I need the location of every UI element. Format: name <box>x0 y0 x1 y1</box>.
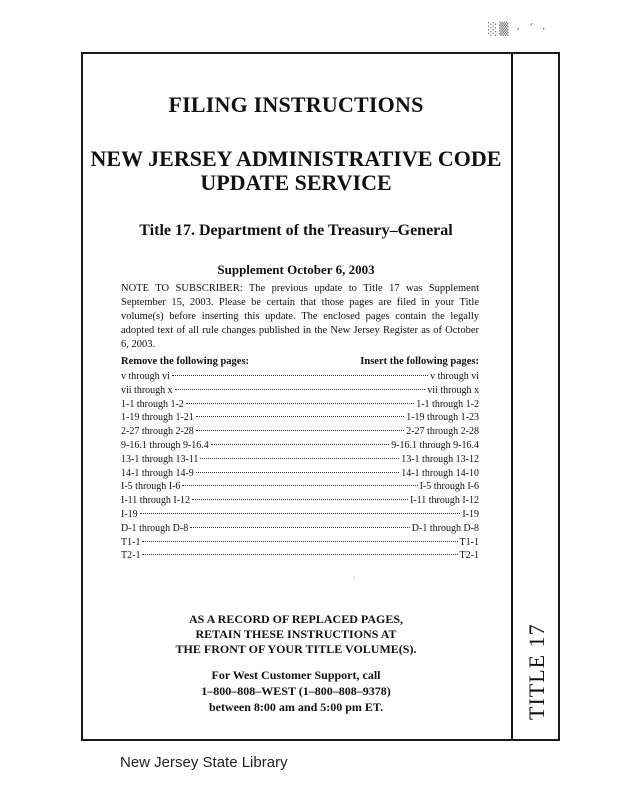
support-hours: between 8:00 am and 5:00 pm ET. <box>208 700 384 714</box>
remove-pages: 9-16.1 through 9-16.4 <box>121 439 209 451</box>
stray-mark: · <box>353 574 356 583</box>
remove-pages: D-1 through D-8 <box>121 522 189 534</box>
list-item <box>121 549 479 563</box>
leader-dots <box>196 472 399 473</box>
leader-dots <box>190 527 410 528</box>
list-item <box>121 536 479 550</box>
remove-pages: 13-1 through 13-11 <box>121 453 199 465</box>
remove-pages: I-11 through I-12 <box>121 495 191 507</box>
remove-header: Remove the following pages: <box>121 356 250 367</box>
record-notice-line: AS A RECORD OF REPLACED PAGES, <box>188 612 404 626</box>
remove-pages: 14-1 through 14-9 <box>121 467 194 479</box>
remove-pages: v through vi <box>121 371 170 382</box>
remove-pages: I-19 <box>121 508 138 520</box>
remove-pages: 1-19 through 1-21 <box>121 412 194 424</box>
support-phone: 1–800–808–WEST (1–800–808–9378) <box>201 684 391 698</box>
list-item <box>121 480 479 494</box>
library-stamp: New Jersey State Library <box>120 754 288 771</box>
insert-pages: I-19 <box>462 508 479 520</box>
remove-pages: T2-1 <box>121 550 141 562</box>
support-line: For West Customer Support, call <box>211 668 381 682</box>
insert-pages: vii through x <box>427 384 479 396</box>
pages-list <box>121 370 479 563</box>
insert-pages: I-5 through I-6 <box>419 481 479 493</box>
insert-pages: 2-27 through 2-28 <box>406 426 479 438</box>
title-line: Title 17. Department of the Treasury–General <box>139 222 453 239</box>
list-item <box>121 467 479 481</box>
insert-pages: 13-1 through 13-12 <box>401 453 479 465</box>
list-item <box>121 494 479 508</box>
leader-dots <box>186 403 414 404</box>
supplement-date: Supplement October 6, 2003 <box>217 262 375 277</box>
leader-dots <box>172 375 428 376</box>
remove-pages: vii through x <box>121 384 173 396</box>
leader-dots <box>200 458 399 459</box>
remove-pages: T1-1 <box>121 536 141 548</box>
code-subtitle: UPDATE SERVICE <box>200 170 392 195</box>
insert-pages: I-11 through I-12 <box>409 495 479 507</box>
list-item <box>121 453 479 467</box>
insert-pages: 14-1 through 14-10 <box>401 467 479 479</box>
scan-marks: ░▒ · ´ · <box>488 22 548 36</box>
side-tab <box>513 52 560 741</box>
insert-pages: D-1 through D-8 <box>411 522 479 534</box>
insert-pages: v through vi <box>430 371 479 382</box>
record-notice-line: RETAIN THESE INSTRUCTIONS AT <box>195 627 397 641</box>
page-heading: FILING INSTRUCTIONS <box>168 92 424 117</box>
code-title: NEW JERSEY ADMINISTRATIVE CODE <box>90 146 502 171</box>
list-item <box>121 425 479 439</box>
insert-pages: 1-1 through 1-2 <box>416 398 479 410</box>
insert-pages: T1-1 <box>459 536 479 548</box>
leader-dots <box>192 499 408 500</box>
remove-pages: I-5 through I-6 <box>121 481 181 493</box>
list-item <box>121 411 479 425</box>
list-item <box>121 370 479 384</box>
subscriber-note: NOTE TO SUBSCRIBER: The previous update to Title 17 was Supplement September 15, 2003. Please be certain that those pages are filed in your Title volume(s) before inserting this update. The enclosed pages contain the legally adopted text of all rule changes published in the New Jersey Register as of October 6, 2003. <box>121 283 479 350</box>
insert-pages: T2-1 <box>459 550 479 562</box>
insert-header: Insert the following pages: <box>360 356 479 367</box>
leader-dots <box>196 430 404 431</box>
leader-dots <box>182 485 417 486</box>
list-item <box>121 522 479 536</box>
leader-dots <box>142 541 457 542</box>
list-item <box>121 384 479 398</box>
remove-pages: 2-27 through 2-28 <box>121 426 194 438</box>
leader-dots <box>211 444 389 445</box>
filing-instructions-page <box>81 52 511 741</box>
list-item <box>121 508 479 522</box>
side-tab-label: TITLE 17 <box>523 623 549 720</box>
insert-pages: 9-16.1 through 9-16.4 <box>391 439 479 451</box>
leader-dots <box>175 389 426 390</box>
record-notice-line: THE FRONT OF YOUR TITLE VOLUME(S). <box>175 642 417 656</box>
leader-dots <box>142 554 457 555</box>
remove-pages: 1-1 through 1-2 <box>121 398 184 410</box>
list-item <box>121 398 479 412</box>
insert-pages: 1-19 through 1-23 <box>406 412 479 424</box>
leader-dots <box>196 416 404 417</box>
leader-dots <box>140 513 461 514</box>
list-item <box>121 439 479 453</box>
